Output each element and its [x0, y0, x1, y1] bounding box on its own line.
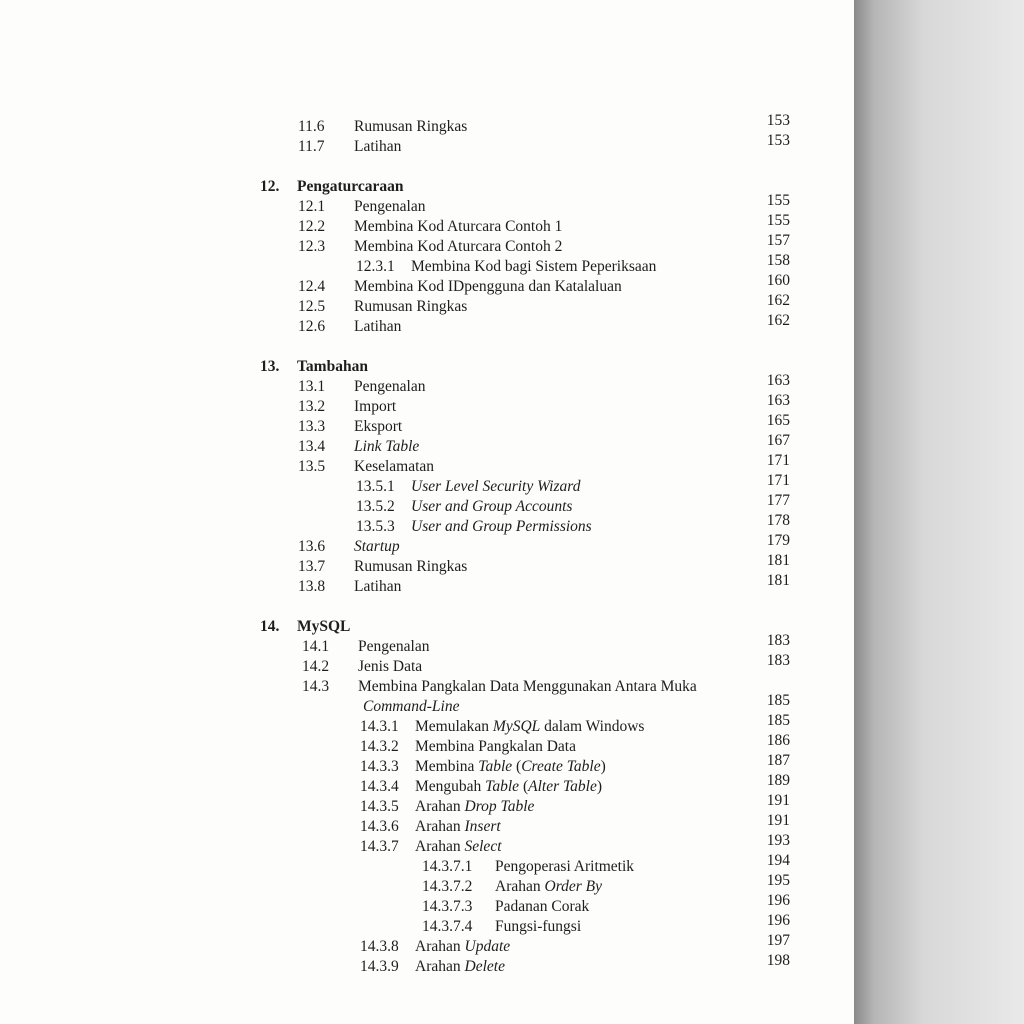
section-title: [415, 837, 502, 857]
title-segment: Memulakan: [415, 718, 493, 735]
title-segment: Insert: [464, 818, 501, 835]
section-number: 14.3.5: [360, 798, 399, 815]
title-segment: Keselamatan: [354, 458, 435, 475]
page-number: 196: [766, 912, 790, 929]
section-number: 13.5: [298, 458, 326, 475]
section-title: [354, 577, 401, 597]
title-segment: Tambahan: [297, 358, 368, 375]
title-segment: MySQL: [297, 618, 351, 635]
section-number: 14.3.7.2: [422, 878, 473, 895]
page-number: 183: [766, 632, 790, 649]
page-number: 185: [766, 692, 790, 709]
toc-entry: [0, 312, 854, 337]
title-segment: (: [519, 778, 529, 795]
title-segment: Create Table: [521, 758, 601, 775]
section-title: [495, 857, 634, 877]
section-title: [358, 677, 697, 697]
title-segment: Membina Kod bagi Sistem Peperiksaan: [411, 258, 657, 275]
page-number: 165: [766, 412, 790, 429]
page-number: 187: [766, 752, 790, 769]
title-segment: User and Group Permissions: [411, 518, 592, 535]
section-title: [354, 217, 562, 237]
section-title: [415, 937, 510, 957]
page-number: 191: [766, 812, 790, 829]
page-number: 171: [766, 472, 790, 489]
title-segment: Membina Pangkalan Data: [415, 738, 576, 755]
section-number: 13.8: [298, 578, 326, 595]
section-number: 14.3.8: [360, 938, 399, 955]
page-number: 158: [766, 252, 790, 269]
page-number: 153: [766, 112, 790, 129]
section-number: 14.3: [302, 678, 330, 695]
title-segment: Arahan: [415, 818, 465, 835]
section-title: [411, 477, 580, 497]
section-number: 14.3.2: [360, 738, 399, 755]
section-number: 11.7: [298, 138, 325, 155]
page-number: 162: [766, 312, 790, 329]
title-segment: Rumusan Ringkas: [354, 118, 468, 135]
section-number: 12.2: [298, 218, 326, 235]
section-number: 13.5.2: [356, 498, 395, 515]
section-number: 11.6: [298, 118, 325, 135]
title-segment: Startup: [354, 538, 400, 555]
section-title: [495, 917, 581, 937]
section-number: 12.4: [298, 278, 326, 295]
section-number: 12.5: [298, 298, 326, 315]
section-title: [354, 397, 396, 417]
section-title: [297, 357, 368, 377]
section-title: [354, 537, 400, 557]
page-number: 163: [766, 392, 790, 409]
section-title: [354, 417, 402, 437]
table-of-contents: [0, 112, 854, 977]
section-number: 13.: [260, 358, 280, 375]
title-segment: Latihan: [354, 578, 402, 595]
page-number: 181: [766, 572, 790, 589]
toc-entry: [0, 952, 854, 977]
page-number: 153: [766, 132, 790, 149]
title-segment: Delete: [464, 958, 505, 975]
section-number: 14.3.9: [360, 958, 399, 975]
section-title: [354, 457, 434, 477]
section-number: 14.3.7: [360, 838, 399, 855]
title-segment: Pengenalan: [354, 378, 426, 395]
section-number: 14.3.3: [360, 758, 399, 775]
page-number: 198: [766, 952, 790, 969]
title-segment: Membina: [415, 758, 479, 775]
section-title: [411, 257, 656, 277]
page-number: 193: [766, 832, 790, 849]
page-number: 178: [766, 512, 790, 529]
section-number: 14.3.4: [360, 778, 399, 795]
section-title: [415, 717, 644, 737]
section-number: 14.3.7.1: [422, 858, 473, 875]
page-number: 171: [766, 452, 790, 469]
section-number: 14.3.1: [360, 718, 399, 735]
page-number: 162: [766, 292, 790, 309]
section-title: [415, 957, 505, 977]
title-segment: Arahan: [415, 798, 465, 815]
section-number: 13.5.1: [356, 478, 395, 495]
page-number: 186: [766, 732, 790, 749]
section-title: [415, 817, 501, 837]
title-segment: Command-Line: [363, 698, 460, 715]
page-number: 183: [766, 652, 790, 669]
section-title: [354, 197, 425, 217]
section-number: 13.6: [298, 538, 326, 555]
book-spine-shadow: [854, 0, 1024, 1024]
section-title: [358, 637, 429, 657]
title-segment: Link Table: [354, 438, 420, 455]
title-segment: Latihan: [354, 318, 402, 335]
title-segment: Select: [464, 838, 502, 855]
title-segment: Membina Kod Aturcara Contoh 1: [354, 218, 563, 235]
section-title: [354, 317, 401, 337]
title-segment: User Level Security Wizard: [411, 478, 581, 495]
section-number: 13.2: [298, 398, 326, 415]
section-title: [297, 177, 403, 197]
title-segment: Import: [354, 398, 397, 415]
title-segment: Drop Table: [464, 798, 535, 815]
section-number: 12.6: [298, 318, 326, 335]
title-segment: MySQL: [492, 718, 541, 735]
section-number: 14.2: [302, 658, 330, 675]
title-segment: Rumusan Ringkas: [354, 298, 468, 315]
page-number: 177: [766, 492, 790, 509]
section-number: 13.5.3: [356, 518, 395, 535]
page-number: 155: [766, 192, 790, 209]
section-title: [415, 797, 534, 817]
section-title: [354, 297, 467, 317]
section-number: 14.3.6: [360, 818, 399, 835]
section-number: 12.: [260, 178, 280, 195]
section-title: [411, 517, 592, 537]
section-number: 12.3.1: [356, 258, 395, 275]
page-number: 189: [766, 772, 790, 789]
toc-entry: [0, 572, 854, 597]
page-number: 155: [766, 212, 790, 229]
section-number: 14.: [260, 618, 280, 635]
section-number: 14.3.7.4: [422, 918, 473, 935]
section-title: [415, 777, 602, 797]
title-segment: ): [600, 758, 606, 775]
section-number: 14.3.7.3: [422, 898, 473, 915]
page-number: 197: [766, 932, 790, 949]
section-title: [354, 277, 622, 297]
page-number: 185: [766, 712, 790, 729]
title-segment: Update: [464, 938, 511, 955]
title-segment: Padanan Corak: [495, 898, 590, 915]
page-number: 179: [766, 532, 790, 549]
title-segment: Membina Pangkalan Data Menggunakan Antara Muka: [358, 678, 697, 695]
section-title: [354, 377, 425, 397]
title-segment: Table: [485, 778, 520, 795]
section-number: 13.7: [298, 558, 326, 575]
section-title: [354, 137, 401, 157]
title-segment: Arahan: [495, 878, 545, 895]
page-number: 181: [766, 552, 790, 569]
page-number: 196: [766, 892, 790, 909]
title-segment: Latihan: [354, 138, 402, 155]
page-number: 194: [766, 852, 790, 869]
section-title: [354, 437, 419, 457]
section-title: [495, 897, 589, 917]
section-number: 13.3: [298, 418, 326, 435]
page-number: 157: [766, 232, 790, 249]
title-segment: Pengoperasi Aritmetik: [495, 858, 635, 875]
title-segment: Arahan: [415, 938, 465, 955]
section-number: 12.1: [298, 198, 326, 215]
section-title: [354, 557, 467, 577]
title-segment: Jenis Data: [358, 658, 423, 675]
section-title: [411, 497, 572, 517]
section-title: [354, 117, 467, 137]
section-title: [415, 757, 606, 777]
title-segment: Rumusan Ringkas: [354, 558, 468, 575]
title-segment: Pengaturcaraan: [297, 178, 404, 195]
title-segment: dalam Windows: [540, 718, 645, 735]
title-segment: Arahan: [415, 838, 465, 855]
section-title: [415, 737, 576, 757]
title-segment: Membina Kod IDpengguna dan Katalaluan: [354, 278, 622, 295]
section-title: [363, 697, 459, 717]
title-segment: Fungsi-fungsi: [495, 918, 582, 935]
title-segment: ): [596, 778, 603, 795]
title-segment: Table: [478, 758, 513, 775]
section-number: 13.1: [298, 378, 326, 395]
title-segment: Pengenalan: [358, 638, 430, 655]
section-title: [354, 237, 562, 257]
section-title: [358, 657, 422, 677]
toc-entry: [0, 132, 854, 157]
title-segment: Order By: [544, 878, 603, 895]
title-segment: User and Group Accounts: [411, 498, 573, 515]
page-number: 195: [766, 872, 790, 889]
page-number: 163: [766, 372, 790, 389]
toc-entry: [0, 652, 854, 677]
page-number: 167: [766, 432, 790, 449]
title-segment: Arahan: [415, 958, 465, 975]
page-number: 191: [766, 792, 790, 809]
section-title: [495, 877, 602, 897]
section-number: 13.4: [298, 438, 326, 455]
title-segment: Pengenalan: [354, 198, 426, 215]
title-segment: Membina Kod Aturcara Contoh 2: [354, 238, 563, 255]
title-segment: Eksport: [354, 418, 403, 435]
section-title: [297, 617, 350, 637]
page-number: 160: [766, 272, 790, 289]
title-segment: (: [512, 758, 522, 775]
title-segment: Alter Table: [528, 778, 597, 795]
section-number: 12.3: [298, 238, 326, 255]
section-number: 14.1: [302, 638, 330, 655]
title-segment: Mengubah: [415, 778, 486, 795]
